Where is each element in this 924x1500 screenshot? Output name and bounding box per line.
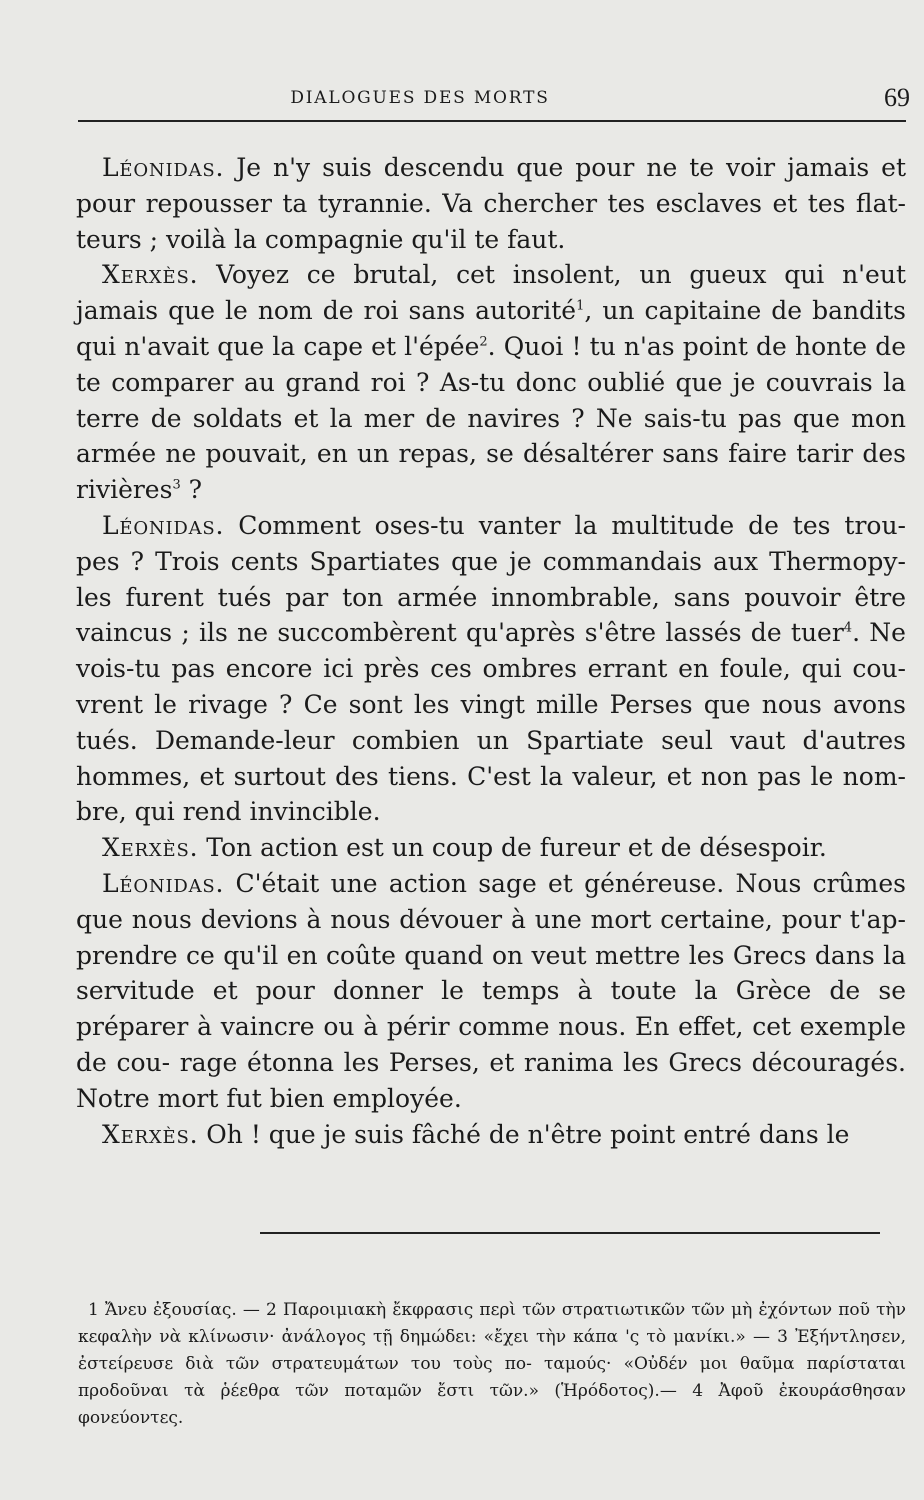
paragraph-text: Oh ! que je suis fâché de n'être point entré dans le: [198, 1119, 850, 1149]
paragraph-text: C'était une action sage et généreuse. Nous crûmes que nous devions à nous dévouer à une mort certaine, pour t'ap- prendre ce qu'il en coûte quand on veut mettre les Grecs dans la servitude et pour donner le temps à toute la Grèce de se préparer à vaincre ou à périr comme nous. En effet, cet exemple de cou- rage étonna les Perses, et ranima les Grecs découragés. Notre mort fut bien employée.: [76, 868, 906, 1113]
paragraph-text: Comment oses-tu vanter la multitude de tes trou- pes ? Trois cents Spartiates que je commandais aux Thermopy- les furent tués par ton armée innombrable, sans pouvoir être vaincus ; ils ne succombèrent qu'après s'être lassés de tuer: [76, 510, 906, 648]
header-rule: [78, 120, 906, 122]
footnote-text: 1 Ἄνευ ἐξουσίας. — 2 Παροιμιακὴ ἔκφρασις περὶ τῶν στρατιωτικῶν τῶν μὴ ἐχόντων ποῦ τὴν κεφαλὴν νὰ κλίνωσιν· ἀνάλογος τῇ δημώδει: «ἔχει τὴν κάπα 'ς τὸ μανίκι.» — 3 Ἐξήντλησεν, ἐστείρευσε διὰ τῶν στρατευμάτων του τοὺς πο- ταμούς· «Οὐδέν μοι θαῦμα παρίσταται προδοῦναι τὰ ῥέεθρα τῶν ποταμῶν ἔστι τῶν.» (Ἡρόδοτος).— 4 Ἀφοῦ ἐκουράσθησαν φονεύοντες.: [78, 1300, 906, 1428]
paragraph: [76, 866, 906, 1117]
speaker-name: Xerxès.: [102, 260, 199, 290]
footnote-ref: 4: [843, 621, 853, 637]
running-title: DIALOGUES DES MORTS: [290, 88, 550, 108]
paragraph-text: Ton action est un coup de fureur et de désespoir.: [198, 833, 827, 863]
paragraph-text: . Ne vois-tu pas encore ici près ces ombres errant en foule, qui cou- vrent le rivage ? Ce sont les vingt mille Perses que nous avons tués. Demande-leur combien un Spartiate seul vaut d'autres hommes, et surtout des tiens. C'est la valeur, et non pas le nom- bre, qui rend invincible.: [76, 618, 906, 827]
paragraph-text: . Quoi ! tu n'as point de honte de te comparer au grand roi ? As-tu donc oublié que je couvrais la terre de soldats et la mer de navires ? Ne sais-tu pas que mon armée ne pouvait, en un repas, se désaltérer sans faire tarir des rivières: [76, 331, 906, 505]
paragraph: [76, 150, 906, 257]
paragraph: [76, 257, 906, 508]
speaker-name: Léonidas.: [102, 868, 225, 898]
paragraph: [76, 1117, 906, 1153]
page-header: [70, 83, 910, 116]
speaker-name: Xerxès.: [102, 833, 199, 863]
speaker-name: Léonidas.: [102, 153, 225, 182]
paragraph-text: ?: [180, 475, 203, 505]
dialogue-text: [76, 150, 906, 1152]
speaker-name: Léonidas.: [102, 510, 225, 540]
speaker-name: Xerxès.: [102, 1119, 199, 1149]
paragraph-text: Je n'y suis descendu que pour ne te voir jamais et pour repousser ta tyrannie. Va chercher tes esclaves et tes flat- teurs ; voilà la compagnie qu'il te faut.: [76, 153, 906, 254]
paragraph-text: Voyez ce brutal, cet insolent, un gueux qui n'eut jamais que le nom de roi sans autorité: [76, 260, 906, 326]
paragraph: [76, 830, 906, 866]
paragraph: [76, 508, 906, 830]
footnotes: [78, 1297, 906, 1432]
page-number: 69: [884, 83, 910, 112]
footnote-rule: [260, 1232, 880, 1234]
paragraph-text: , un capitaine de bandits qui n'avait que la cape et l'épée: [76, 296, 906, 361]
footnote-ref: 3: [172, 477, 181, 493]
footnote-ref: 2: [479, 334, 488, 350]
footnote-ref: 1: [576, 298, 585, 314]
